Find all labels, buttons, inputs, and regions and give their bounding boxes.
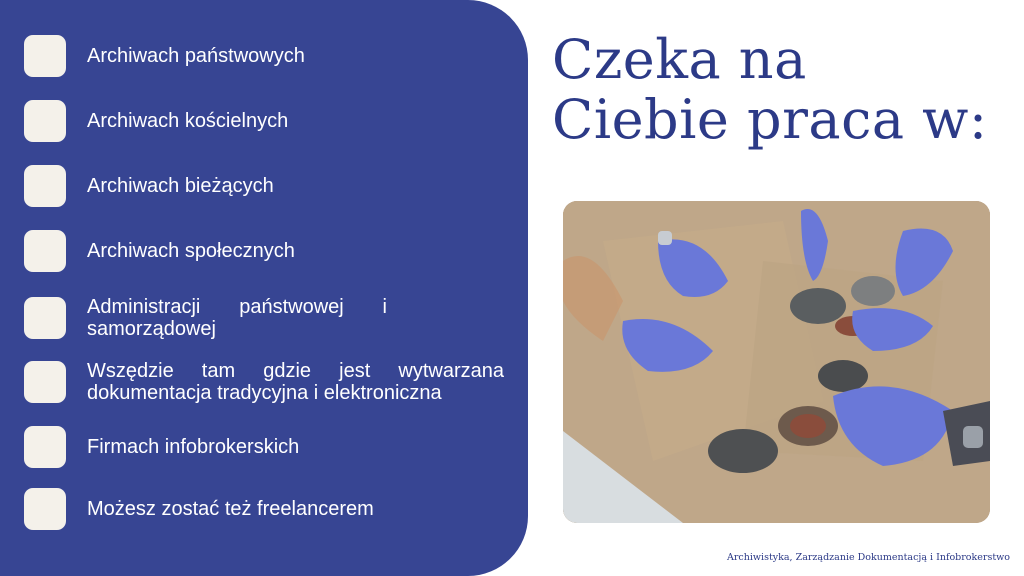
checklist-item-label: Archiwach państwowych (87, 45, 305, 67)
checklist-item[interactable] (24, 488, 504, 530)
checkbox[interactable] (24, 297, 66, 339)
checklist-item-label: Archiwach społecznych (87, 240, 295, 262)
checklist-item[interactable] (24, 230, 504, 272)
checklist-item-label: Możesz zostać też freelancerem (87, 498, 374, 520)
checklist-item[interactable] (24, 296, 504, 340)
footer-text: Archiwistyka, Zarządzanie Dokumentacją i Infobrokerstwo (727, 552, 1010, 563)
checkbox[interactable] (24, 165, 66, 207)
title-line-1: Czeka na (552, 28, 807, 91)
page-title (552, 30, 1012, 150)
checklist-item[interactable] (24, 100, 504, 142)
checkbox[interactable] (24, 230, 66, 272)
checklist-item-label: Wszędzie tam gdzie jest wytwarzana dokumentacja tradycyjna i elektroniczna (87, 360, 504, 404)
checkbox[interactable] (24, 488, 66, 530)
checkbox[interactable] (24, 361, 66, 403)
checklist-item[interactable] (24, 426, 504, 468)
checkbox[interactable] (24, 35, 66, 77)
checklist-item[interactable] (24, 360, 504, 404)
checklist-item-label: Archiwach bieżących (87, 175, 274, 197)
photo-illustration (563, 201, 990, 523)
checklist-item[interactable] (24, 165, 504, 207)
checkbox[interactable] (24, 426, 66, 468)
checklist-item[interactable] (24, 35, 504, 77)
title-line-2: Ciebie praca w: (552, 88, 988, 151)
checklist-item-label: Administracji państwowej i samorządowej (87, 296, 387, 340)
checklist-item-label: Firmach infobrokerskich (87, 436, 300, 458)
checklist-item-label: Archiwach kościelnych (87, 110, 289, 132)
checkbox[interactable] (24, 100, 66, 142)
archive-conservation-photo (563, 201, 990, 523)
